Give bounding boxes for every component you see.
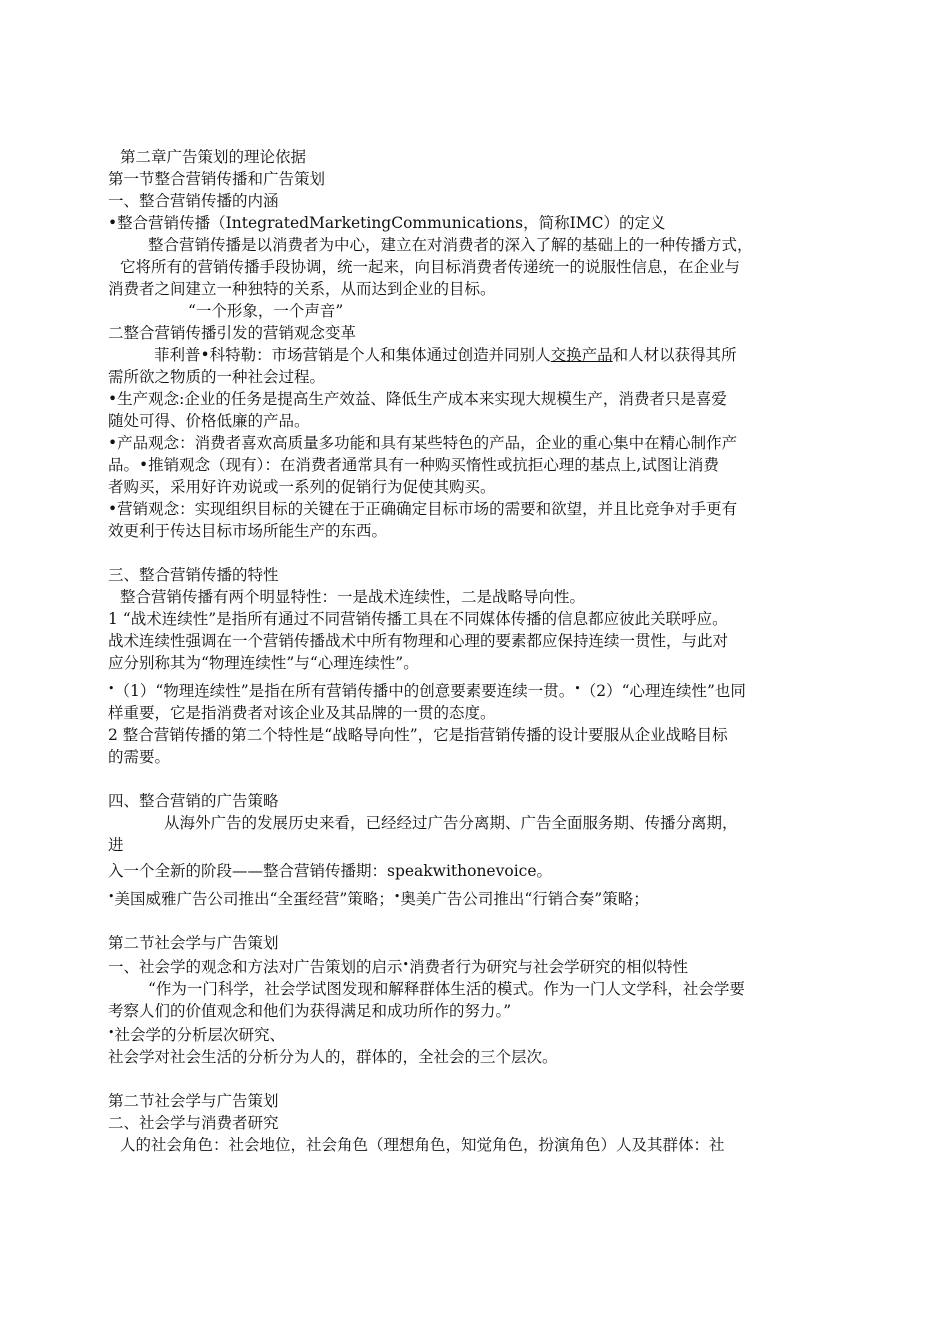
paragraph-line: 者购买，采用好许劝说或一系列的促销行为促使其购买。: [108, 478, 496, 496]
text-span: 奥美广告公司推出“行销合奏”策略；: [400, 890, 649, 908]
subsection-heading: 二整合营销传播引发的营销观念变革: [108, 324, 357, 342]
paragraph-line: 战术连续性强调在一个营销传播战术中所有物理和心理的要素都应保持连续一贯性，与此对: [108, 632, 729, 650]
quote-line: 考察人们的价值观念和他们为获得满足和成功所作的努力。”: [108, 1002, 512, 1020]
section-heading: 第一节整合营销传播和广告策划: [108, 170, 326, 188]
paragraph-line: 进: [108, 836, 124, 854]
paragraph-line: [108, 954, 848, 978]
text-span: 消费者行为研究与社会学研究的相似特性: [409, 958, 689, 976]
section-heading: 第二节社会学与广告策划: [108, 1092, 279, 1110]
spacer: [108, 768, 848, 790]
bullet-dot: •: [402, 958, 410, 971]
bullet-line: •整合营销传播（IntegratedMarketingCommunications，简称IMC）的定义: [108, 214, 666, 232]
paragraph-line: 从海外广告的发展历史来看，已经经过广告分离期、广告全面服务期、传播分离期，: [164, 814, 738, 832]
paragraph-line: 社会学对社会生活的分析分为人的，群体的，全社会的三个层次。: [108, 1048, 558, 1066]
paragraph-line: 随处可得、价格低廉的产品。: [108, 412, 310, 430]
document-page: [108, 146, 848, 1156]
bullet-dot: •: [393, 890, 401, 903]
paragraph-line: 它将所有的营销传播手段协调，统一起来，向目标消费者传递统一的说服性信息，在企业与: [120, 258, 741, 276]
paragraph-line: 品。•推销观念（现有）：在消费者通常具有一种购买惰性或抗拒心理的基点上,试图让消费: [108, 456, 719, 474]
text-span: 社会学的分析层次研究、: [114, 1026, 286, 1044]
subsection-heading: 四、整合营销的广告策略: [108, 792, 279, 810]
text-span: 美国威雅广告公司推出“全蛋经营”策略；: [114, 890, 394, 908]
paragraph-line: 2 整合营销传播的第二个特性是“战略导向性”，它是指营销传播的设计要服从企业战略目标: [108, 726, 728, 744]
subsection-heading: 三、整合营销传播的特性: [108, 566, 279, 584]
spacer: [108, 542, 848, 564]
text-span: 一、社会学的观念和方法对广告策划的启示: [108, 958, 403, 976]
bullet-dot: •: [108, 1026, 115, 1039]
bullet-dot: •: [574, 682, 581, 695]
section-heading: 第二节社会学与广告策划: [108, 934, 279, 952]
spacer: [108, 1068, 848, 1090]
paragraph-line: [108, 344, 848, 366]
bullet-line: •营销观念：实现组织目标的关键在于正确确定目标市场的需要和欲望，并且比竞争对手更有: [108, 500, 738, 518]
bullet-line: •生产观念:企业的任务是提高生产效益、降低生产成本来实现大规模生产，消费者只是喜爱: [108, 390, 727, 408]
paragraph-line: 1 “战术连续性”是指所有通过不同营销传播工具在不同媒体传播的信息都应彼此关联呼应。: [108, 610, 728, 628]
paragraph-line: 样重要，它是指消费者对该企业及其品牌的一贯的态度。: [108, 704, 496, 722]
quote-line: “作为一门科学，社会学试图发现和解释群体生活的模式。作为一门人文学科，社会学要: [148, 980, 745, 998]
chapter-title: 第二章广告策划的理论依据: [120, 148, 307, 166]
subsection-heading: 一、整合营销传播的内涵: [108, 192, 279, 210]
paragraph-line: [108, 886, 848, 910]
text-span: 菲利普•科特勒：市场营销是个人和集体通过创造并同别人: [154, 346, 551, 364]
text-span: 和人材以获得其所: [612, 346, 737, 364]
bullet-dot: •: [108, 682, 115, 695]
paragraph-line: 效更利于传达目标市场所能生产的东西。: [108, 522, 388, 540]
paragraph-line: [108, 678, 848, 702]
paragraph-line: 整合营销传播是以消费者为中心，建立在对消费者的深入了解的基础上的一种传播方式，: [148, 236, 753, 254]
paragraph-line: 的需要。: [108, 748, 171, 766]
paragraph-line: 人的社会角色：社会地位，社会角色（理想角色，知觉角色，扮演角色）人及其群体：社: [120, 1136, 725, 1154]
paragraph-line: 整合营销传播有两个明显特性：一是战术连续性，二是战略导向性。: [120, 588, 586, 606]
paragraph-line: 消费者之间建立一种独特的关系，从而达到企业的目标。: [108, 280, 496, 298]
bullet-dot: •: [108, 890, 115, 903]
paragraph-line: 需所欲之物质的一种社会过程。: [108, 368, 326, 386]
underlined-term: 交换产品: [550, 346, 613, 364]
text-span: （2）“心理连续性”也同: [580, 682, 746, 700]
spacer: [108, 910, 848, 932]
text-span: （1）“物理连续性”是指在所有营销传播中的创意要素要连续一贯。: [114, 682, 575, 700]
slogan-line: “一个形象，一个声音”: [188, 302, 344, 320]
paragraph-line: [108, 1022, 848, 1046]
paragraph-line: 应分别称其为“物理连续性”与“心理连续性”。: [108, 654, 419, 672]
bullet-line: •产品观念：消费者喜欢高质量多功能和具有某些特色的产品，企业的重心集中在精心制作产: [108, 434, 738, 452]
subsection-heading: 二、社会学与消费者研究: [108, 1114, 279, 1132]
paragraph-line: 入一个全新的阶段——整合营销传播期：speakwithonevoice。: [108, 862, 553, 880]
